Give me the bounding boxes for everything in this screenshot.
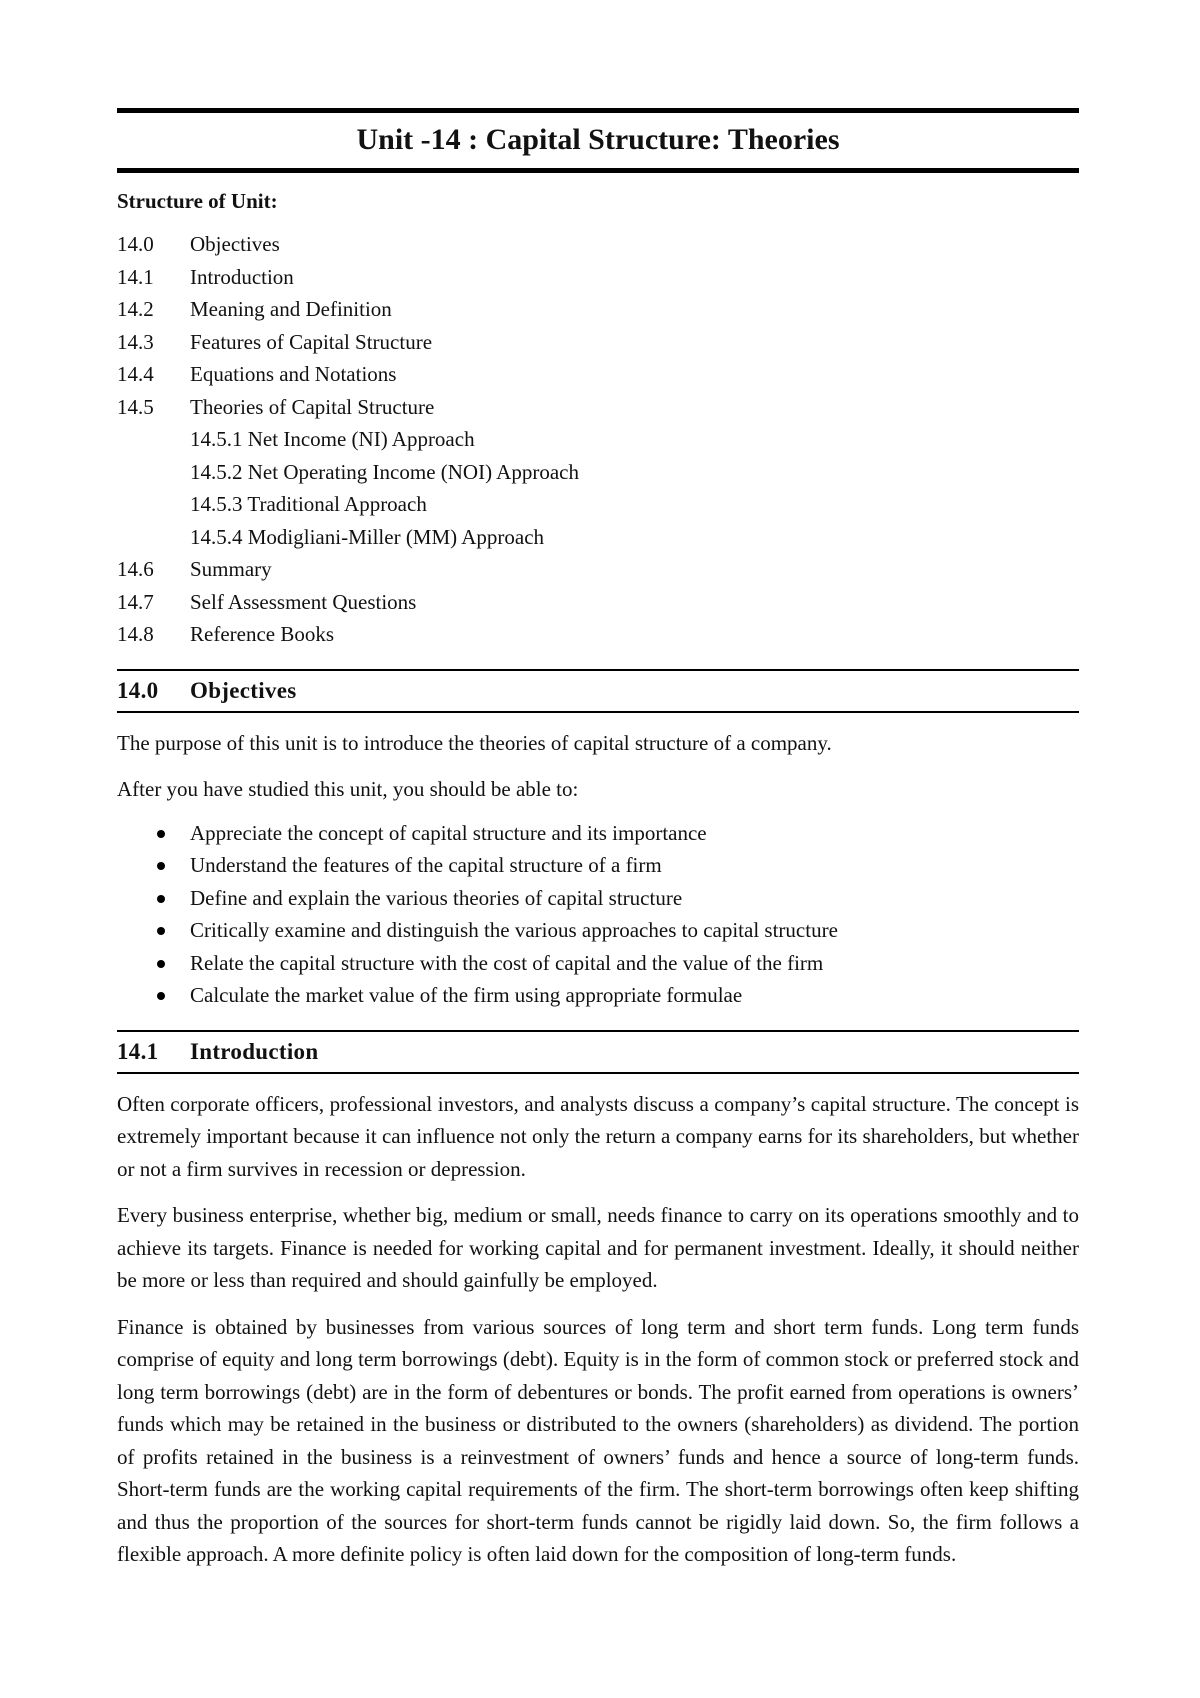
toc-text: Introduction xyxy=(190,264,294,289)
list-item-text: Critically examine and distinguish the various approaches to capital structure xyxy=(190,918,838,942)
toc-item xyxy=(117,586,1079,619)
structure-label: Structure of Unit: xyxy=(117,189,278,213)
toc-item xyxy=(117,391,1079,424)
introduction-heading xyxy=(117,1030,1079,1074)
toc-item xyxy=(117,618,1079,651)
toc-text: Objectives xyxy=(190,232,280,256)
list-item xyxy=(117,882,1079,915)
toc-item xyxy=(117,553,1079,586)
list-item-text: Calculate the market value of the firm using appropriate formulae xyxy=(190,983,743,1007)
toc-number: 14.4 xyxy=(117,362,154,386)
introduction-paragraph: Finance is obtained by businesses from various sources of long term and short term funds. Long term funds comprise of equity and long term borrowings (debt). Equity is in the form of common stock or preferred stock and long term borrowings (debt) are in the form of debentures or bonds. The profit earned from operations is owners’ funds which may be retained in the business or distributed to the owners (shareholders) as dividend. The portion of profits retained in the business is a reinvestment of owners’ funds and hence a source of long-term funds. Short-term funds are the working capital requirements of the firm. The short-term borrowings often keep shifting and thus the proportion of the sources for short-term funds cannot be rigidly laid down. So, the firm follows a flexible approach. A more definite policy is often laid down for the composition of long-term funds. xyxy=(117,1314,1079,1566)
bullet-icon xyxy=(157,927,165,935)
objectives-lead: After you have studied this unit, you should be able to: xyxy=(117,777,579,801)
bullet-icon xyxy=(157,862,165,870)
toc-number: 14.0 xyxy=(117,232,154,256)
objectives-purpose: The purpose of this unit is to introduce the theories of capital structure of a company. xyxy=(117,730,832,755)
section-title xyxy=(117,671,1079,711)
toc-number: 14.2 xyxy=(117,297,154,321)
introduction-paragraph: Every business enterprise, whether big, medium or small, needs finance to carry on its operations smoothly and to achieve its targets. Finance is needed for working capital and for permanent investment. Ideally, it should neither be more or less than required and should gainfully be employed. xyxy=(117,1203,1079,1292)
objectives-heading xyxy=(117,669,1079,713)
title-bottom-rule xyxy=(117,168,1079,173)
toc-item xyxy=(117,228,1079,261)
toc-text: Features of Capital Structure xyxy=(190,329,433,354)
bullet-icon xyxy=(157,960,165,968)
section-heading-text: Introduction xyxy=(190,1038,319,1064)
toc-item xyxy=(117,293,1079,326)
toc-number: 14.7 xyxy=(117,589,154,614)
section-heading-text: Objectives xyxy=(190,677,297,703)
toc-text: Summary xyxy=(190,557,272,581)
introduction-paragraph: Often corporate officers, professional investors, and analysts discuss a company’s capital structure. The concept is extremely important because it can influence not only the return a company earns for its shareholders, but whether or not a firm survives in recession or depression. xyxy=(117,1091,1079,1181)
bullet-icon xyxy=(157,830,165,838)
section-bottom-rule xyxy=(117,1072,1079,1074)
toc-subitem: 14.5.4 Modigliani-Miller (MM) Approach xyxy=(190,524,545,549)
title-top-rule xyxy=(117,108,1079,113)
bullet-icon xyxy=(157,895,165,903)
list-item xyxy=(117,947,1079,980)
list-item-text: Appreciate the concept of capital structure and its importance xyxy=(190,820,707,845)
toc-text: Meaning and Definition xyxy=(190,297,392,321)
bullet-icon xyxy=(157,992,165,1000)
list-item xyxy=(117,914,1079,947)
section-number: 14.0 xyxy=(117,677,159,703)
toc-item xyxy=(117,326,1079,359)
toc-text: Self Assessment Questions xyxy=(190,589,417,614)
section-bottom-rule xyxy=(117,711,1079,713)
objectives-list xyxy=(117,817,1079,1012)
list-item-text: Define and explain the various theories of capital structure xyxy=(190,885,683,910)
toc-text: Equations and Notations xyxy=(190,362,397,386)
list-item xyxy=(117,849,1079,882)
unit-title: Unit -14 : Capital Structure: Theories xyxy=(356,123,840,156)
toc-subitem: 14.5.2 Net Operating Income (NOI) Approach xyxy=(190,459,579,484)
table-of-contents xyxy=(117,228,1079,651)
section-title xyxy=(117,1032,1079,1072)
toc-subitem: 14.5.1 Net Income (NI) Approach xyxy=(190,427,475,451)
toc-subitem: 14.5.3 Traditional Approach xyxy=(190,492,427,516)
toc-item xyxy=(117,358,1079,391)
toc-text: Theories of Capital Structure xyxy=(190,394,435,419)
toc-number: 14.1 xyxy=(117,264,154,289)
list-item-text: Understand the features of the capital structure of a firm xyxy=(190,853,662,877)
list-item xyxy=(117,979,1079,1012)
list-item xyxy=(117,817,1079,850)
toc-number: 14.3 xyxy=(117,329,154,354)
toc-text: Reference Books xyxy=(190,622,335,646)
toc-number: 14.8 xyxy=(117,622,154,646)
toc-number: 14.5 xyxy=(117,394,154,419)
section-number: 14.1 xyxy=(117,1038,159,1064)
toc-item xyxy=(117,261,1079,294)
list-item-text: Relate the capital structure with the cost of capital and the value of the firm xyxy=(190,950,824,975)
toc-number: 14.6 xyxy=(117,557,154,581)
